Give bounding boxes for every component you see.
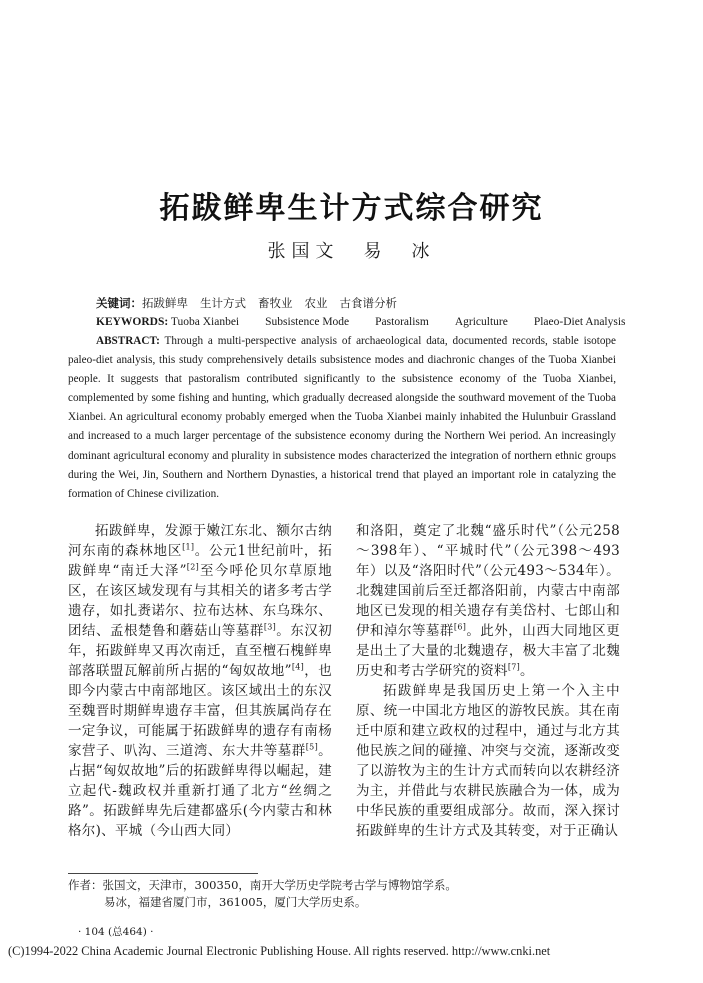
keyword-en: Plaeo-Diet Analysis [533,316,626,328]
body-text: 和洛阳，奠定了北魏“盛乐时代”（公元258～398年）、“平城时代”（公元398～493年）以及“洛阳时代”（公元493～534年）。北魏建国前后至迁都洛阳前，内蒙古中南部地区已发现的相关遗存有美岱村、七郎山和伊和淖尔等墓群 [356,523,620,639]
body-text: ，也即今内蒙古中南部地区。该区域出土的东汉至魏晋时期鲜卑遗存丰富，但其族属尚存在一定争议，可能属于拓跋鲜卑的遗存有南杨家营子、叭沟、三道湾、东大井等墓群 [68,663,332,759]
page-number: · 104 (总464) · [78,926,154,938]
author-note-line: 易冰，福建省厦门市，361005，厦门大学历史系。 [104,895,367,909]
keyword-en: Tuoba Xianbei [170,316,240,328]
abstract [68,332,616,504]
body-text: 拓跋鲜卑，发源于嫩江东北、额尔古纳河东南的森林地区 [68,523,332,559]
body-text: 。占据“匈奴故地”后的拓跋鲜卑得以崛起，建立起代-魏政权并重新打通了北方“丝绸之路”。拓跋鲜卑先后建都盛乐(今内蒙古和林格尔)、平城（今山西大同） [68,743,332,839]
author-note-line: 作者：张国文，天津市，300350，南开大学历史学院考古学与博物馆学系。 [68,878,457,892]
keywords-cn [96,295,616,311]
keywords-cn-label: 关键词： [96,296,142,310]
citation-ref: [3] [263,622,277,632]
author-note [68,877,628,911]
body-text: 。公元1世纪前叶，拓跋鲜卑“南迁大泽” [68,543,332,579]
abstract-label: ABSTRACT: [96,335,160,347]
article-authors: 张国文 易 冰 [267,241,436,262]
keyword-cn: 生计方式 [200,296,246,310]
copyright-notice: (C)1994-2022 China Academic Journal Electronic Publishing House. All rights reserved. http://www.cnki.net [8,944,551,958]
body-column-left [68,521,332,841]
keyword-cn: 农业 [304,296,328,310]
article-title: 拓跋鲜卑生计方式综合研究 [159,191,544,226]
footnote-divider [68,873,258,874]
body-paragraph [356,521,620,681]
keyword-cn: 畜牧业 [258,296,293,310]
body-text: 。 [520,663,534,679]
citation-ref: [4] [291,662,305,672]
body-paragraph: 拓跋鲜卑是我国历史上第一个入主中原、统一中国北方地区的游牧民族。其在南迁中原和建立政权的过程中，通过与北方其他民族之间的碰撞、冲突与交流，逐渐改变了以游牧为主的生计方式而转向以农耕经济为主，并借此与农耕民族融合为一体，成为中华民族的重要组成部分。故而，深入探讨拓跋鲜卑的生计方式及其转变，对于正确认 [356,683,620,839]
keyword-cn: 古食谱分析 [339,296,397,310]
body-text: 。东汉初年，拓跋鲜卑又再次南迁，直至檀石槐鲜卑部落联盟瓦解前所占据的“匈奴故地” [68,623,332,679]
citation-ref: [1] [182,542,195,552]
keyword-en: Pastoralism [375,316,429,328]
keywords-en [96,314,626,330]
body-paragraph [68,521,332,841]
abstract-text: Through a multi-perspective analysis of archaeological data, documented records, stable isotope paleo-diet analysis, this study comprehensively details subsistence modes and diachronic changes of the Tuoba Xianbei people. It suggests that pastoralism contributed significantly to the subsistence economy of the Tuoba Xianbei, complemented by some fishing and hunting, which gradually decreased alongside the southward movement of the Tuoba Xianbei. An agricultural economy probably emerged when the Tuoba Xianbei mainly inhabited the Hulunbuir Grassland and increased to a much larger percentage of the subsistence economy during the Northern Wei period. An increasingly dominant agricultural economy and plurality in subsistence modes characterized the integration of northern ethnic groups during the Wei, Jin, Southern and Northern Dynasties, a historical trend that played an important role in catalyzing the formation of Chinese civilization. [68,335,616,500]
body-text: 至今呼伦贝尔草原地区，在该区域发现有与其相关的诸多考古学遗存，如扎赉诺尔、拉布达林、东乌珠尔、团结、孟根楚鲁和蘑菇山等墓群 [68,563,332,639]
keywords-en-label: KEYWORDS: [96,316,169,328]
keyword-en: Agriculture [454,316,508,328]
citation-ref: [6] [453,622,467,632]
citation-ref: [5] [305,742,318,752]
citation-ref: [7] [507,662,521,672]
keyword-en: Subsistence Mode [265,316,350,328]
body-text: 。此外，山西大同地区更是出土了大量的北魏遗存，极大丰富了北魏历史和考古学研究的资料 [356,623,620,679]
keyword-cn: 拓跋鲜卑 [142,296,188,310]
citation-ref: [2] [186,562,200,572]
body-column-right [356,521,620,841]
